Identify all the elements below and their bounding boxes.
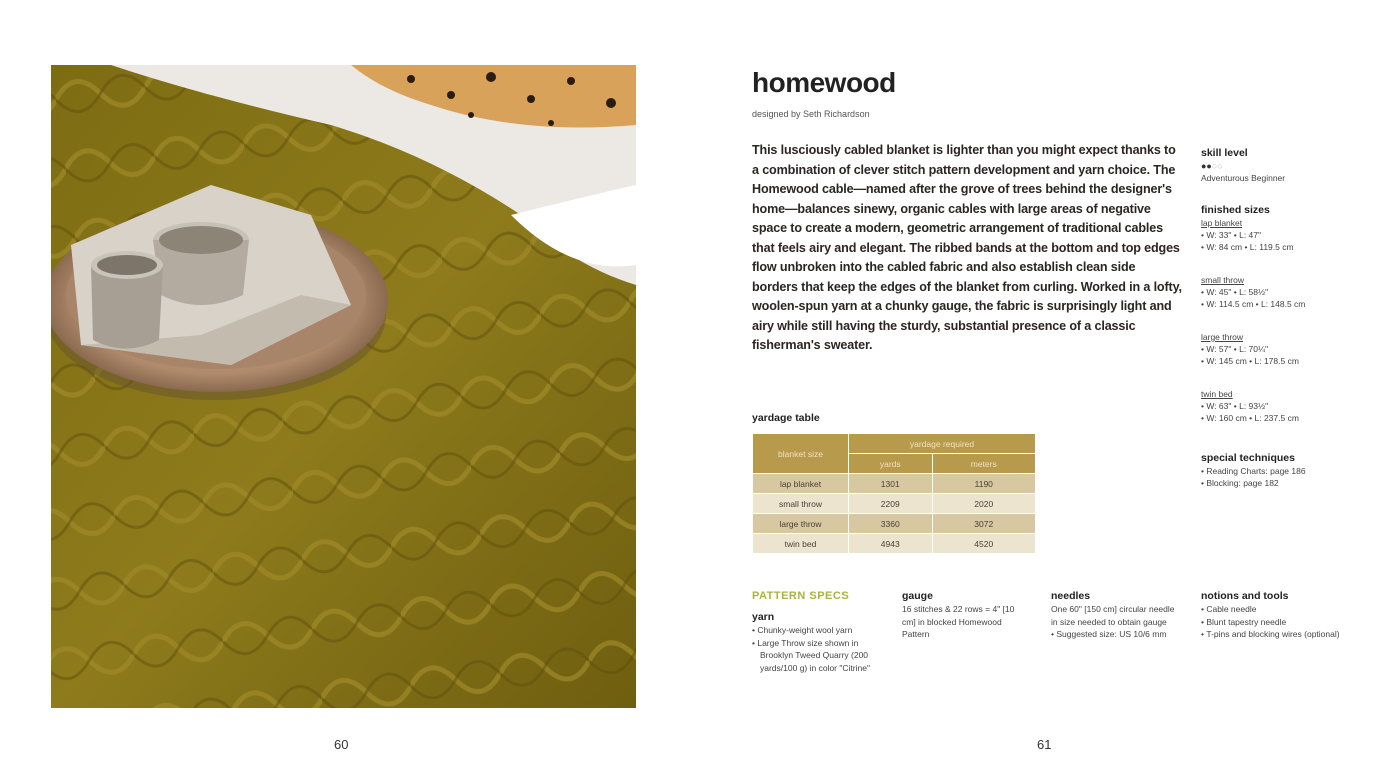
col-blanket-size: blanket size [753, 434, 849, 474]
knitted-blanket-photo-icon [51, 65, 636, 708]
yardage-table [752, 433, 1036, 554]
technique-item: • Reading Charts: page 186 [1201, 465, 1321, 477]
size-name: lap blanket [1201, 218, 1243, 228]
page-number-left: 60 [334, 737, 349, 752]
skill-level-section [1201, 146, 1351, 184]
needles-heading: needles [1051, 590, 1091, 602]
table-row [753, 494, 1036, 514]
gauge-spec [902, 590, 1020, 641]
yarn-item: • Large Throw size shown in Brooklyn Tweed Quarry (200 yards/100 g) in color "Citrine" [752, 637, 892, 675]
col-yardage-required: yardage required [849, 434, 1036, 454]
notions-item: • Cable needle [1201, 603, 1341, 616]
row-meters: 1190 [932, 474, 1035, 494]
size-group [1201, 388, 1351, 424]
skill-rating-dots-icon: ●●○○ [1201, 161, 1223, 171]
needles-spec [1051, 590, 1181, 641]
special-techniques-section [1201, 451, 1321, 489]
size-group [1201, 274, 1351, 310]
yarn-heading: yarn [752, 611, 775, 623]
row-size: small throw [753, 494, 849, 514]
row-size: large throw [753, 514, 849, 534]
yarn-item: • Chunky-weight wool yarn [752, 624, 892, 637]
row-yards: 3360 [849, 514, 933, 534]
intro-paragraph: This lusciously cabled blanket is lighter than you might expect thanks to a combination of clever stitch pattern development and yarn choice. The Homewood cable—named after the grove of trees behind the designer's home—balances sinewy, organic cables with large areas of negative space to create a modern, geometric arrangement of traditional cables that feels airy and elegant. The ribbed bands at the bottom and top edges flow unbroken into the cabled fabric and also establish clean side borders that keep the edges of the blanket from curling. Worked in a lofty, woolen-spun yarn at a chunky gauge, the fabric is surprisingly light and airy while still having the sturdy, substantial presence of a classic fisherman's sweater. [752, 143, 1182, 352]
col-yards: yards [849, 454, 933, 474]
size-line: • W: 145 cm • L: 178.5 cm [1201, 355, 1351, 367]
pattern-specs-label: PATTERN SPECS [752, 590, 850, 602]
size-group [1201, 331, 1351, 367]
table-row [753, 474, 1036, 494]
size-group [1201, 217, 1351, 253]
notions-heading: notions and tools [1201, 590, 1289, 602]
row-meters: 2020 [932, 494, 1035, 514]
size-line: • W: 114.5 cm • L: 148.5 cm [1201, 298, 1351, 310]
finished-sizes-section [1201, 203, 1351, 424]
notions-item: • T-pins and blocking wires (optional) [1201, 628, 1341, 641]
row-yards: 2209 [849, 494, 933, 514]
special-techniques-heading: special techniques [1201, 452, 1295, 464]
yarn-spec [752, 611, 892, 674]
col-meters: meters [932, 454, 1035, 474]
row-size: lap blanket [753, 474, 849, 494]
designer-byline: designed by Seth Richardson [752, 109, 870, 119]
technique-item: • Blocking: page 182 [1201, 477, 1321, 489]
yardage-table-title: yardage table [752, 412, 820, 424]
size-name: twin bed [1201, 389, 1233, 399]
skill-level-heading: skill level [1201, 147, 1248, 159]
gauge-heading: gauge [902, 590, 933, 602]
size-line: • W: 63" • L: 93½" [1201, 400, 1351, 412]
gauge-text: 16 stitches & 22 rows = 4" [10 cm] in blocked Homewood Pattern [902, 604, 1015, 639]
pattern-title: homewood [752, 67, 896, 98]
size-line: • W: 33" • L: 47" [1201, 229, 1351, 241]
table-row [753, 514, 1036, 534]
blanket-photo [51, 65, 636, 708]
row-meters: 3072 [932, 514, 1035, 534]
size-line: • W: 45" • L: 58½" [1201, 286, 1351, 298]
finished-sizes-heading: finished sizes [1201, 204, 1270, 216]
notions-item: • Blunt tapestry needle [1201, 616, 1341, 629]
row-meters: 4520 [932, 534, 1035, 554]
needles-text: One 60" [150 cm] circular needle in size needed to obtain gauge [1051, 604, 1175, 627]
notions-spec [1201, 590, 1341, 641]
skill-level-value: Adventurous Beginner [1201, 173, 1286, 183]
size-line: • W: 160 cm • L: 237.5 cm [1201, 412, 1351, 424]
row-yards: 1301 [849, 474, 933, 494]
row-size: twin bed [753, 534, 849, 554]
row-yards: 4943 [849, 534, 933, 554]
size-name: large throw [1201, 332, 1244, 342]
size-name: small throw [1201, 275, 1244, 285]
page-number-right: 61 [1037, 737, 1052, 752]
table-row [753, 534, 1036, 554]
needles-item: • Suggested size: US 10/6 mm [1051, 628, 1181, 641]
size-line: • W: 84 cm • L: 119.5 cm [1201, 241, 1351, 253]
size-line: • W: 57" • L: 70¼" [1201, 343, 1351, 355]
